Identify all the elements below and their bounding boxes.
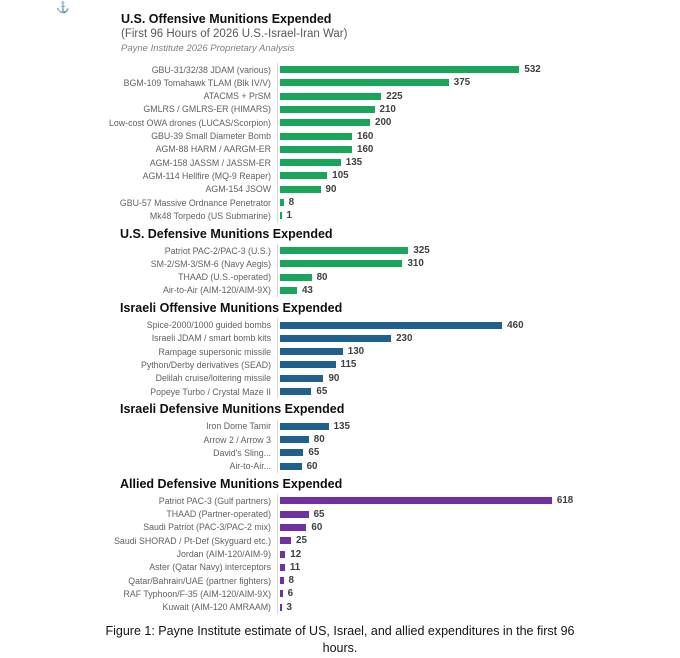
bar-zone [277,507,680,520]
bar [280,287,297,294]
bar-row [0,318,680,331]
category-label: AGM-158 JASSM / JASSM-ER [149,157,271,168]
bar-row [0,507,680,520]
category-label: Rampage supersonic missile [158,346,271,357]
section-heading-israeli-defensive: Israeli Defensive Munitions Expended [120,402,345,417]
category-label: Patriot PAC-3 (Gulf partners) [158,495,271,506]
value-label: 618 [556,495,574,507]
bar-row [0,257,680,270]
bar-zone [277,76,680,89]
bar-zone [277,169,680,182]
bar [280,551,285,558]
value-label: 210 [379,103,396,115]
value-label: 160 [357,143,374,155]
value-label: 225 [386,90,403,102]
bar [280,590,283,597]
bar [280,604,282,611]
bar-row [0,63,680,76]
bar-group-israeli-defensive [0,420,680,473]
bar-zone [277,433,680,446]
bar [280,436,309,443]
category-label: Spice-2000/1000 guided bombs [146,320,271,331]
value-label: 115 [340,359,357,371]
bar-row [0,209,680,222]
bar [280,93,381,100]
value-label: 12 [290,548,302,560]
section-heading-allied-defensive: Allied Defensive Munitions Expended [120,476,343,491]
bar [280,361,336,368]
bar [280,119,370,126]
bar-row [0,270,680,283]
bar-zone [277,183,680,196]
section-heading-us-offensive: U.S. Offensive Munitions Expended [121,12,332,26]
bar-zone [277,534,680,547]
value-label: 3 [286,601,292,613]
value-label: 375 [453,77,471,89]
category-label: Kuwait (AIM-120 AMRAAM) [162,602,271,613]
bar [280,375,323,382]
figure-caption: Figure 1: Payne Institute estimate of US, Israel, and allied expenditures in the first 96 hours. [105,623,575,656]
bar-group-us-offensive [0,63,680,223]
category-label: Aster (Qatar Navy) interceptors [149,562,271,573]
value-label: 160 [357,130,374,142]
bar-zone [277,332,680,345]
value-label: 11 [289,561,301,573]
bar-zone [277,103,680,116]
bar-row [0,358,680,371]
category-label: GBU-39 Small Diameter Bomb [151,131,271,142]
bar [280,212,282,219]
bar-row [0,183,680,196]
bar [280,106,375,113]
bar-zone [277,257,680,270]
bar-row [0,521,680,534]
bar [280,348,343,355]
category-label: Arrow 2 / Arrow 3 [203,434,271,445]
bar-zone [277,601,680,614]
bar-zone [277,460,680,473]
category-label: Saudi Patriot (PAC-3/PAC-2 mix) [143,522,271,533]
bar-row [0,372,680,385]
bar-zone [277,420,680,433]
bar-zone [277,372,680,385]
category-label: Low-cost OWA drones (LUCAS/Scorpion) [109,117,271,128]
bar [280,537,291,544]
value-label: 25 [296,535,307,547]
category-label: Air-to-Air (AIM-120/AIM-9X) [162,285,271,296]
bar [280,159,341,166]
section-heading-israeli-offensive: Israeli Offensive Munitions Expended [120,301,343,316]
bar [280,564,285,571]
bar-row [0,345,680,358]
bar-row [0,103,680,116]
value-label: 135 [333,420,350,432]
value-label: 230 [396,332,413,344]
category-label: Mk48 Torpedo (US Submarine) [149,210,271,221]
bar-zone [277,446,680,459]
bar-zone [277,63,680,76]
bar-row [0,244,680,257]
object-anchor-icon: ⚓ [56,2,70,14]
category-label: Patriot PAC-2/PAC-3 (U.S.) [164,245,271,256]
bar [280,322,502,329]
chart-subtitle: (First 96 Hours of 2026 U.S.-Israel-Iran War) [121,28,348,41]
bar-zone [277,284,680,297]
bar-row [0,116,680,129]
bar-row [0,601,680,614]
bar-row [0,547,680,560]
bar-row [0,420,680,433]
bar-zone [277,561,680,574]
bar-row [0,90,680,103]
bar-row [0,446,680,459]
bar-zone [277,345,680,358]
bar-zone [277,129,680,142]
bar-row [0,332,680,345]
bar-row [0,561,680,574]
value-label: 60 [311,521,323,533]
section-heading-us-defensive: U.S. Defensive Munitions Expended [120,226,333,241]
bar-group-allied-defensive [0,494,680,614]
bar [280,449,303,456]
bar [280,274,312,281]
category-label: THAAD (U.S.-operated) [178,272,271,283]
bar-zone [277,587,680,600]
category-label: BGM-109 Tomahawk TLAM (Blk IV/V) [123,77,271,88]
bar-zone [277,143,680,156]
bar [280,335,391,342]
bar-zone [277,156,680,169]
category-label: David's Sling... [213,447,271,458]
bar [280,199,284,206]
bar-zone [277,116,680,129]
bar-row [0,196,680,209]
chart-attribution: Payne Institute 2026 Proprietary Analysis [121,43,295,55]
category-label: Iron Dome Tamir [206,421,271,432]
bar [280,172,327,179]
category-label: Israeli JDAM / smart bomb kits [151,333,271,344]
bar-zone [277,494,680,507]
value-label: 90 [328,372,340,384]
bar-row [0,460,680,473]
bar-row [0,494,680,507]
bar [280,260,402,267]
bar-zone [277,318,680,331]
bar-row [0,169,680,182]
bar-zone [277,196,680,209]
value-label: 1 [286,210,292,222]
value-label: 532 [524,64,541,76]
bar-row [0,534,680,547]
bar-group-us-defensive [0,244,680,297]
bar-zone [277,244,680,257]
chart-title-block [121,11,680,56]
bar-row [0,587,680,600]
category-label: ATACMS + PrSM [203,91,271,102]
category-label: GBU-57 Massive Ordnance Penetrator [119,197,271,208]
category-label: AGM-114 Hellfire (MQ-9 Reaper) [142,170,271,181]
bar-row [0,129,680,142]
bar-zone [277,90,680,103]
value-label: 90 [325,183,337,195]
category-label: Python/Derby derivatives (SEAD) [140,359,271,370]
category-label: RAF Typhoon/F-35 (AIM-120/AIM-9X) [123,588,271,599]
bar [280,79,449,86]
value-label: 65 [316,386,328,398]
value-label: 105 [332,170,349,182]
bar-zone [277,574,680,587]
bar [280,511,309,518]
category-label: SM-2/SM-3/SM-6 (Navy Aegis) [150,258,271,269]
bar [280,577,284,584]
bar [280,133,352,140]
bar [280,524,306,531]
value-label: 460 [507,319,524,331]
category-label: GBU-31/32/38 JDAM (various) [151,64,271,75]
category-label: AGM-88 HARM / AARGM-ER [155,144,271,155]
value-label: 65 [308,447,320,459]
value-label: 8 [288,575,294,587]
category-label: AGM-154 JSOW [205,184,271,195]
category-label: THAAD (Partner-operated) [166,509,271,520]
bar-zone [277,521,680,534]
bar [280,247,408,254]
bar-zone [277,358,680,371]
value-label: 200 [375,117,392,129]
value-label: 325 [413,245,430,257]
value-label: 65 [313,508,325,520]
value-label: 6 [287,588,294,600]
value-label: 130 [347,346,365,358]
bar-zone [277,385,680,398]
value-label: 60 [306,460,318,472]
category-label: Qatar/Bahrain/UAE (partner fighters) [128,575,271,586]
category-label: Saudi SHORAD / Pt-Def (Skyguard etc.) [114,535,271,546]
category-label: Jordan (AIM-120/AIM-9) [176,549,271,559]
bar-zone [277,209,680,222]
value-label: 8 [288,197,295,209]
bar [280,388,311,395]
bar-row [0,385,680,398]
category-label: Delilah cruise/loitering missile [155,373,271,384]
value-label: 80 [313,434,325,446]
bar-group-israeli-offensive [0,318,680,398]
bar-row [0,76,680,89]
bar [280,463,302,470]
bar-row [0,156,680,169]
value-label: 310 [407,258,424,270]
bar-row [0,433,680,446]
value-label: 43 [301,284,313,296]
category-label: Air-to-Air... [229,461,271,472]
bar [280,186,321,193]
category-label: GMLRS / GMLRS-ER (HIMARS) [143,104,271,115]
value-label: 80 [316,271,328,283]
bar-row [0,574,680,587]
bar-zone [277,270,680,283]
category-label: Popeye Turbo / Crystal Maze II [150,386,271,397]
bar-zone [277,547,680,560]
bar-row [0,143,680,156]
bar [280,66,519,73]
bar [280,146,352,153]
bar [280,497,552,504]
bar-row [0,284,680,297]
bar [280,423,329,430]
value-label: 135 [345,157,363,169]
